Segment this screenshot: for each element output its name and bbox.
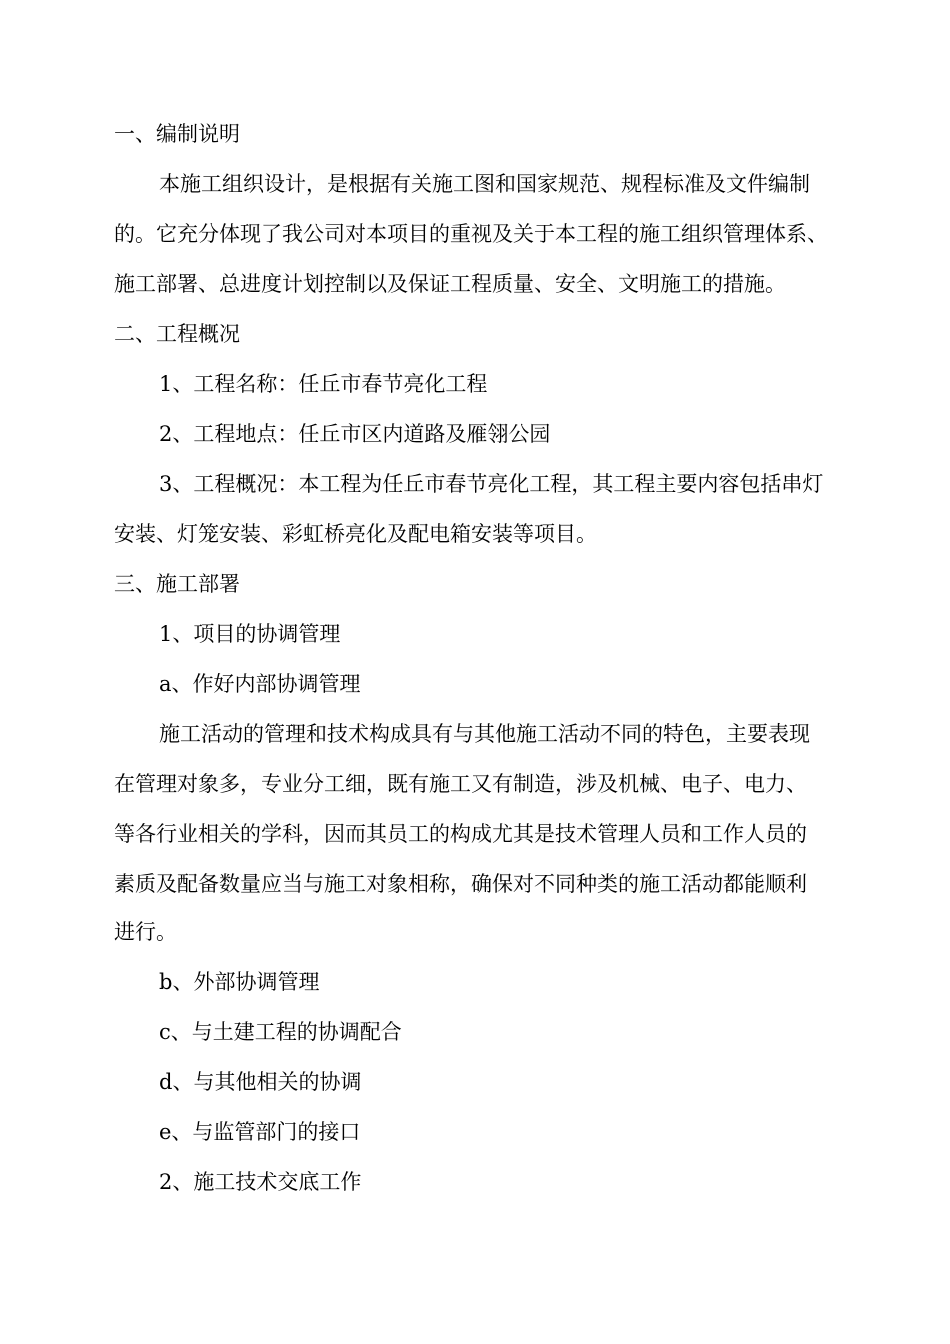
section-heading-1: 一、编制说明 xyxy=(114,122,240,146)
list-item: 3、工程概况：本工程为任丘市春节亮化工程，其工程主要内容包括串灯 xyxy=(159,472,824,496)
subheading: b、外部协调管理 xyxy=(159,970,320,994)
paragraph-line: 安装、灯笼安装、彩虹桥亮化及配电箱安装等项目。 xyxy=(114,522,597,546)
subheading: 1、项目的协调管理 xyxy=(159,622,341,646)
paragraph-line: 等各行业相关的学科，因而其员工的构成尤其是技术管理人员和工作人员的 xyxy=(114,822,807,846)
paragraph-line: 素质及配备数量应当与施工对象相称，确保对不同种类的施工活动都能顺利 xyxy=(114,872,807,896)
paragraph-line: 本施工组织设计，是根据有关施工图和国家规范、规程标准及文件编制 xyxy=(159,172,810,196)
subheading: c、与土建工程的协调配合 xyxy=(159,1020,402,1044)
subheading: 2、施工技术交底工作 xyxy=(159,1170,362,1194)
paragraph-line: 在管理对象多，专业分工细，既有施工又有制造，涉及机械、电子、电力、 xyxy=(114,772,807,796)
section-heading-2: 二、工程概况 xyxy=(114,322,240,346)
list-item: 2、工程地点：任丘市区内道路及雁翎公园 xyxy=(159,422,551,446)
paragraph-line: 进行。 xyxy=(114,920,177,944)
list-item: 1、工程名称：任丘市春节亮化工程 xyxy=(159,372,488,396)
paragraph-line: 施工活动的管理和技术构成具有与其他施工活动不同的特色，主要表现 xyxy=(159,722,810,746)
paragraph-line: 的。它充分体现了我公司对本项目的重视及关于本工程的施工组织管理体系、 xyxy=(114,222,828,246)
subheading: e、与监管部门的接口 xyxy=(159,1120,361,1144)
section-heading-3: 三、施工部署 xyxy=(114,572,240,596)
subheading: a、作好内部协调管理 xyxy=(159,672,361,696)
paragraph-line: 施工部署、总进度计划控制以及保证工程质量、安全、文明施工的措施。 xyxy=(114,272,786,296)
subheading: d、与其他相关的协调 xyxy=(159,1070,362,1094)
